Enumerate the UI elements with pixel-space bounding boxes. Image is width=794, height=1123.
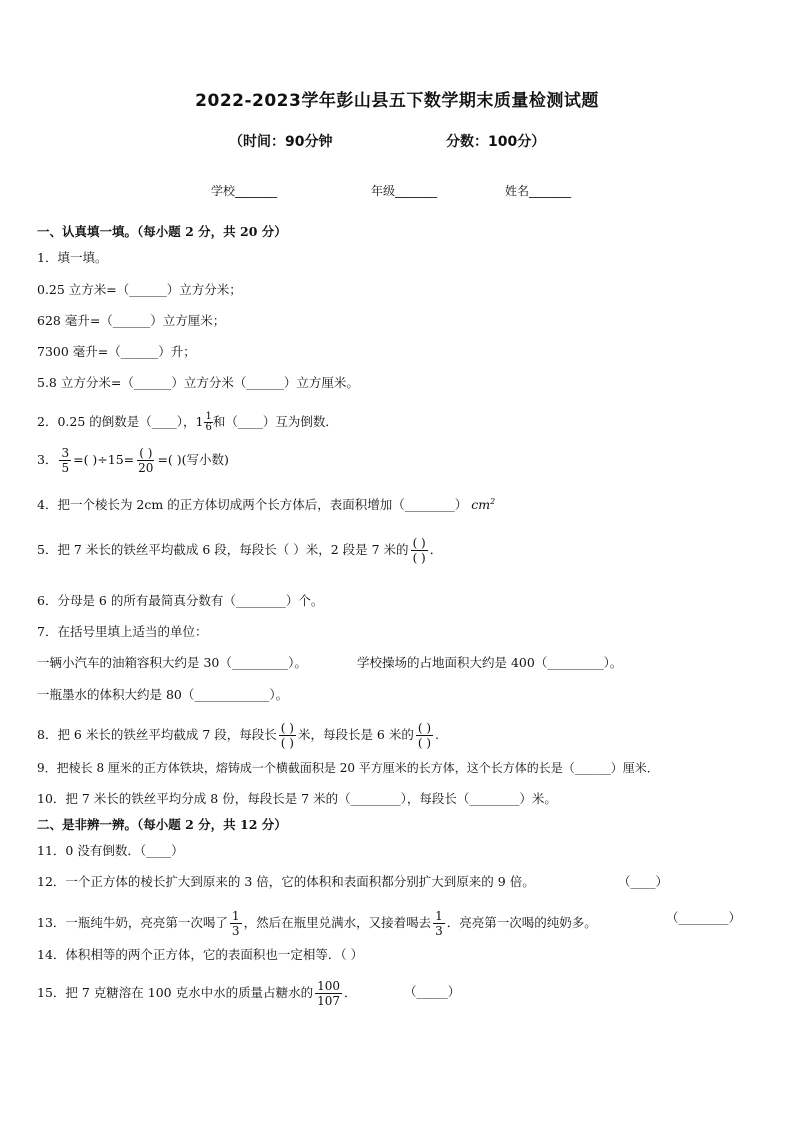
q15-den: 107	[317, 994, 341, 1008]
q13-fraction-2	[433, 910, 445, 937]
question-3	[37, 447, 229, 474]
q3-post: =( )(写小数)	[157, 452, 229, 467]
q13-post: ．亮亮第一次喝的纯奶多。	[446, 915, 597, 930]
question-7c: 一瓶墨水的体积大约是 80（____________）。	[37, 687, 289, 702]
q3-f1-den: 5	[61, 461, 70, 475]
q8-f1-num: ( )	[280, 721, 294, 735]
question-15	[37, 980, 357, 1007]
question-1d: 5.8 立方分米=（______）立方分米（______）立方厘米。	[37, 375, 359, 390]
question-1b: 628 毫升=（______）立方厘米；	[37, 313, 226, 328]
q15-post: ．	[344, 985, 357, 1000]
q2-fraction	[204, 412, 212, 433]
q3-pre: 3．	[37, 452, 58, 467]
q13-f2-den: 3	[435, 924, 443, 938]
q2-post: 和（____）互为倒数．	[212, 414, 338, 429]
exam-time: （时间：90分钟	[229, 134, 333, 150]
q5-post: ．	[429, 542, 443, 557]
q2-num: 1	[205, 411, 212, 422]
q8-f2-num: ( )	[417, 721, 432, 735]
q5-den: ( )	[412, 551, 426, 565]
q13-blank[interactable]: （________）	[666, 910, 742, 925]
question-4	[37, 494, 495, 513]
q4-text: 4．把一个棱长为 2cm 的正方体切成两个长方体后，表面积增加（________）	[37, 497, 468, 513]
page-title: 2022-2023学年彭山县五下数学期末质量检测试题	[195, 91, 599, 111]
q4-unit-sup: 2	[490, 497, 496, 506]
question-8	[37, 722, 439, 749]
q3-f2-num: ( )	[139, 446, 153, 460]
q13-f1-den: 3	[231, 924, 240, 938]
q3-f1-num: 3	[61, 446, 70, 460]
q5-num: ( )	[412, 536, 426, 550]
question-6: 6．分母是 6 的所有最简真分数有（________）个。	[37, 593, 324, 608]
q13-mid: ，然后在瓶里兑满水，又接着喝去	[243, 915, 432, 930]
q15-pre: 15．把 7 克糖溶在 100 克水中水的质量占糖水的	[37, 985, 314, 1000]
name-field[interactable]: 姓名_______	[505, 184, 572, 198]
question-7a: 一辆小汽车的油箱容积大约是 30（_________）。	[37, 655, 307, 670]
section-heading-2: 二、是非辨一辨。（每小题 2 分，共 12 分）	[37, 817, 287, 832]
question-11: 11．0 没有倒数．（____）	[37, 843, 184, 858]
q13-f2-num: 1	[435, 909, 443, 923]
q8-fraction-2	[416, 722, 433, 749]
q5-fraction	[411, 537, 428, 564]
q8-fraction-1	[279, 722, 296, 749]
q3-fraction-2	[136, 447, 155, 474]
q8-post: .	[435, 727, 440, 742]
exam-score: 分数：100分）	[446, 134, 546, 150]
q3-fraction-1	[59, 447, 71, 474]
grade-field[interactable]: 年级_______	[371, 184, 438, 198]
question-5	[37, 537, 442, 564]
question-7b: 学校操场的占地面积大约是 400（_________）。	[357, 655, 623, 670]
q2-den: 6	[205, 422, 212, 433]
q8-mid: 米，每段长是 6 米的	[297, 727, 414, 742]
q4-unit-text: cm	[471, 497, 491, 513]
question-1a: 0.25 立方米=（______）立方分米；	[37, 282, 242, 297]
question-1c: 7300 毫升=（______）升；	[37, 344, 196, 359]
q8-f2-den: ( )	[417, 736, 432, 750]
q3-mid: =( )÷15=	[73, 452, 135, 467]
q15-num: 100	[317, 979, 341, 993]
q8-pre: 8．把 6 米长的铁丝平均截成 7 段，每段长	[37, 727, 277, 742]
school-field[interactable]: 学校_______	[211, 184, 278, 198]
q2-pre: 2．0.25 的倒数是（____），1	[37, 414, 204, 429]
section-heading-1: 一、认真填一填。（每小题 2 分，共 20 分）	[37, 224, 287, 239]
question-14: 14．体积相等的两个正方体，它的表面积也一定相等．（ ）	[37, 947, 364, 962]
q15-blank[interactable]: （_____）	[404, 984, 461, 999]
question-12	[37, 874, 535, 890]
q13-pre: 13．一瓶纯牛奶，亮亮第一次喝了	[37, 915, 228, 930]
q12-text: 12．一个正方体的棱长扩大到原来的 3 倍，它的体积和表面积都分别扩大到原来的 9 倍。	[37, 874, 535, 889]
question-1-stem: 1．填一填。	[37, 250, 108, 265]
question-2	[37, 412, 338, 433]
question-13	[37, 910, 597, 937]
q4-unit	[471, 497, 495, 512]
q15-fraction	[315, 980, 342, 1007]
q5-text: 5．把 7 米长的铁丝平均截成 6 段，每段长（ ）米，2 段是 7 米的	[37, 542, 409, 557]
q13-f1-num: 1	[231, 909, 240, 923]
q12-blank[interactable]: （____）	[618, 874, 669, 889]
question-7-stem: 7．在括号里填上适当的单位：	[37, 624, 208, 639]
question-10: 10．把 7 米长的铁丝平均分成 8 份，每段长是 7 米的（________），每段长（________）米。	[37, 791, 557, 806]
q13-fraction-1	[230, 910, 242, 937]
q8-f1-den: ( )	[280, 736, 294, 750]
q3-f2-den: 20	[138, 461, 154, 475]
question-9: 9．把棱长 8 厘米的正方体铁块，熔铸成一个横截面积是 20 平方厘米的长方体，这个长方体的长是（______）厘米．	[37, 761, 659, 775]
